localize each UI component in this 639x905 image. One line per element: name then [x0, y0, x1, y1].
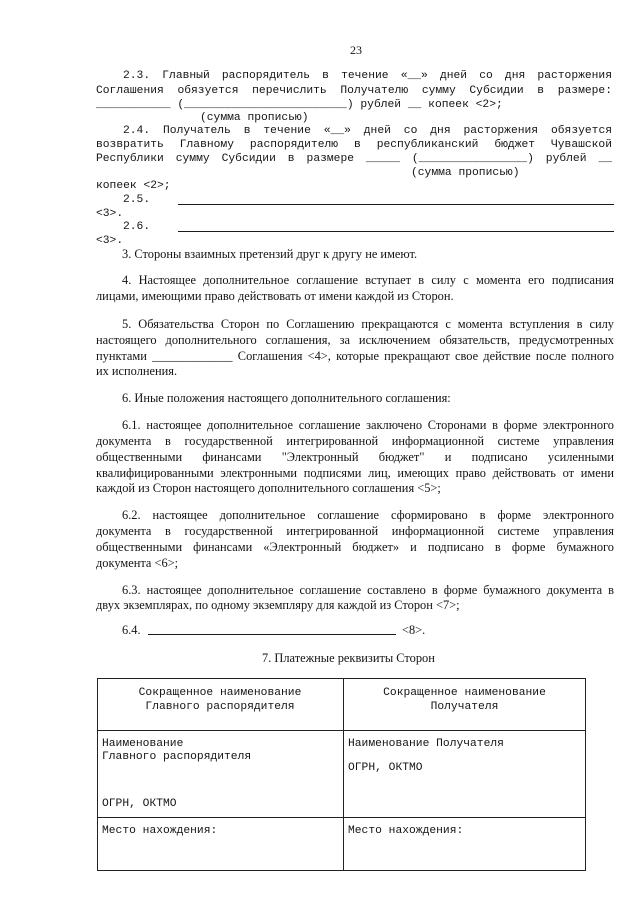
paragraph-6-2-line-4: документа <6>; — [96, 556, 179, 570]
table-location-right: Место нахождения: — [348, 825, 464, 837]
clause-2-6-label: 2.6. — [123, 221, 151, 233]
paragraph-6-2-line-2: документа в государственной интегрированной информационной системе управления — [96, 524, 614, 538]
clause-2-3-line-2: Соглашения обязуется перечислить Получателю сумму Субсидии в размере: — [96, 85, 612, 97]
clause-2-5-blank-line — [178, 204, 614, 205]
page-number: 23 — [350, 43, 362, 57]
clause-2-4-line-3: Республики сумму Субсидии в размере _____ (________________) рублей __ — [96, 153, 612, 165]
paragraph-4-line-2: лицами, имеющими право действовать от имени каждой из Сторон. — [96, 289, 454, 303]
table-name-left-line-1: Наименование — [102, 738, 184, 750]
table-ogrn-left: ОГРН, ОКТМО — [102, 798, 177, 810]
clause-2-4-line-2: возвратить Главному распорядителю в республиканский бюджет Чувашской — [96, 139, 612, 151]
paragraph-6-2-line-3: общественными финансами «Электронный бюджет» и подписано в форме бумажного — [96, 540, 614, 554]
table-head-left-line-2: Главного распорядителя — [145, 701, 295, 713]
table-location-left: Место нахождения: — [102, 825, 218, 837]
paragraph-6-1-line-4: квалифицированными электронными подписями лиц, имеющих право действовать от имени — [96, 466, 614, 480]
paragraph-6-2-line-1: 6.2. настоящее дополнительное соглашение сформировано в форме электронного — [122, 508, 614, 522]
table-name-left-line-2: Главного распорядителя — [102, 751, 252, 763]
clause-2-3-line-1: 2.3. Главный распорядитель в течение «__» дней со дня расторжения — [123, 70, 612, 82]
clause-2-3-line-3: ___________ (________________________) рублей __ копеек <2>; — [96, 99, 503, 111]
table-head-left-line-1: Сокращенное наименование — [138, 687, 302, 699]
clause-2-5-ref: <3>. — [96, 208, 124, 220]
paragraph-4-line-1: 4. Настоящее дополнительное соглашение вступает в силу с момента его подписания — [122, 273, 614, 287]
paragraph-6-1-line-2: документа в государственной интегрированной информационной системе управления — [96, 434, 614, 448]
table-row-divider-2 — [97, 817, 586, 818]
table-name-right: Наименование Получателя — [348, 738, 504, 750]
paragraph-6-4-label: 6.4. — [122, 623, 141, 637]
paragraph-5-line-2: настоящего дополнительного соглашения, за исключением обязательств, предусмотренных — [96, 333, 614, 347]
paragraph-5-line-3: пунктами _____________ Соглашения <4>, которые прекращают свое действие после полного — [96, 349, 614, 363]
paragraph-6-1-line-3: общественными финансами "Электронный бюджет" и подписано усиленными — [96, 450, 614, 464]
clause-2-4-line-1: 2.4. Получатель в течение «__» дней со дня расторжения обязуется — [123, 125, 612, 137]
paragraph-6-4-ref: <8>. — [402, 623, 426, 637]
paragraph-6: 6. Иные положения настоящего дополнительного соглашения: — [122, 391, 451, 405]
paragraph-5-line-1: 5. Обязательства Сторон по Соглашению прекращаются с момента вступления в силу — [122, 317, 614, 331]
paragraph-6-3-line-2: двух экземплярах, по одному экземпляру для каждой из Сторон <7>; — [96, 598, 460, 612]
clause-2-4-line-4: копеек <2>; — [96, 180, 171, 192]
clause-2-4-caption: (сумма прописью) — [411, 167, 520, 179]
table-head-right-line-1: Сокращенное наименование — [383, 687, 546, 699]
paragraph-6-1-line-1: 6.1. настоящее дополнительное соглашение заключено Сторонами в форме электронного — [122, 418, 614, 432]
clause-2-5-label: 2.5. — [123, 194, 151, 206]
clause-2-6-blank-line — [178, 231, 614, 232]
table-head-right-line-2: Получателя — [430, 701, 499, 713]
table-row-divider-1 — [97, 730, 586, 731]
paragraph-6-1-line-5: каждой из Сторон настоящего дополнительного соглашения <5>; — [96, 481, 441, 495]
paragraph-6-3-line-1: 6.3. настоящее дополнительное соглашение составлено в форме бумажного документа в — [122, 583, 614, 597]
clause-2-6-ref: <3>. — [96, 235, 124, 247]
paragraph-3: 3. Стороны взаимных претензий друг к другу не имеют. — [122, 247, 418, 261]
paragraph-6-4-blank-line — [148, 634, 396, 635]
clause-2-3-caption: (сумма прописью) — [200, 112, 309, 124]
section-7-title: 7. Платежные реквизиты Сторон — [262, 651, 435, 665]
table-ogrn-right: ОГРН, ОКТМО — [348, 762, 423, 774]
paragraph-5-line-4: их исполнения. — [96, 364, 178, 378]
